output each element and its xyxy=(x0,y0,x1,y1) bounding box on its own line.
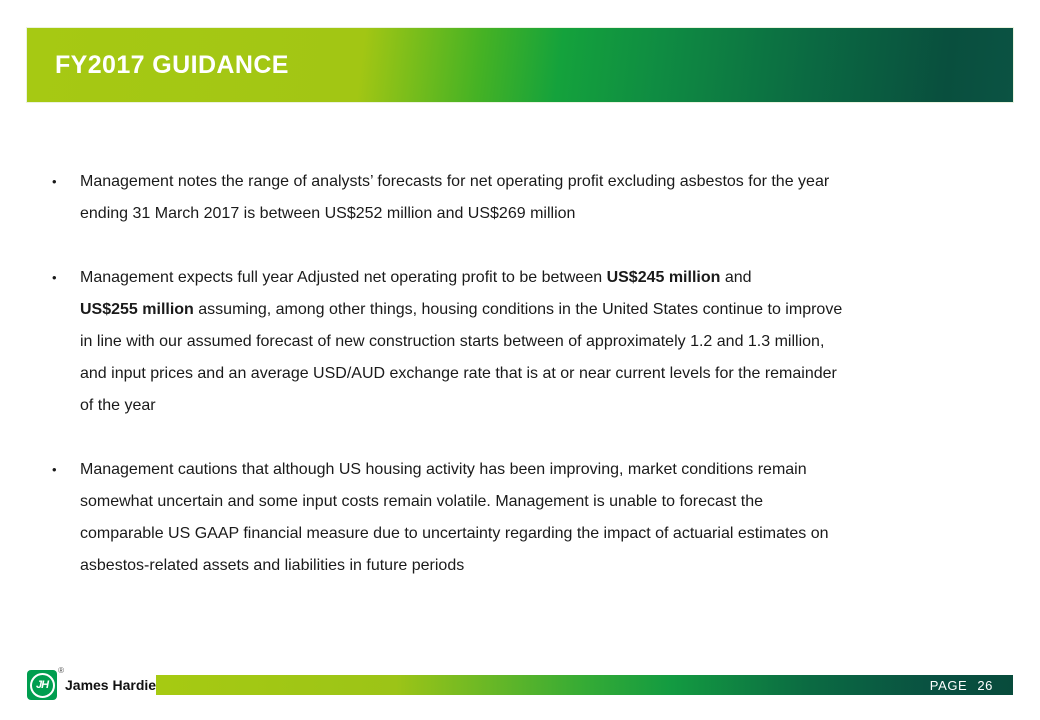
bullet-item xyxy=(0,166,1040,230)
bullet-text-line: somewhat uncertain and some input costs remain volatile. Management is unable to forecast the xyxy=(80,493,764,510)
bullet-text-line: in line with our assumed forecast of new construction starts between of approximately 1.2 and 1.3 million, xyxy=(80,333,825,350)
footer-bar xyxy=(156,675,1013,695)
bullet-text-line: comparable US GAAP financial measure due to uncertainty regarding the impact of actuarial estimates on xyxy=(80,525,829,542)
brand xyxy=(27,666,157,700)
bullet-item xyxy=(0,454,1040,582)
page-label: PAGE xyxy=(929,677,968,693)
registered-trademark: ® xyxy=(58,666,64,675)
footer xyxy=(27,666,1013,701)
bullet-item xyxy=(0,262,1040,422)
bullet-text xyxy=(80,454,1040,582)
bullet-text-line: and input prices and an average USD/AUD exchange rate that is at or near current levels for the remainder xyxy=(80,365,837,382)
bullet-text xyxy=(80,166,1040,230)
bullet-text-line: asbestos-related assets and liabilities in future periods xyxy=(80,557,465,574)
bullet-text-line: Management expects full year Adjusted net operating profit to be between US$245 million and xyxy=(80,269,752,286)
bullet-text-line: of the year xyxy=(80,397,156,414)
title-bar xyxy=(27,28,1013,102)
bullet-text-line: US$255 million assuming, among other things, housing conditions in the United States continue to improve xyxy=(80,301,843,318)
bullet-text-line: Management notes the range of analysts’ forecasts for net operating profit excluding asbestos for the year xyxy=(80,173,830,190)
brand-name: James Hardie xyxy=(65,677,157,693)
logo-monogram: JH xyxy=(35,679,49,691)
bullet-text-line: ending 31 March 2017 is between US$252 million and US$269 million xyxy=(80,205,576,222)
bullet-marker: • xyxy=(52,270,57,285)
page-indicator xyxy=(930,678,1013,693)
james-hardie-logo-icon xyxy=(27,666,64,700)
slide-title: FY2017 GUIDANCE xyxy=(55,50,289,79)
logo-monogram-ring xyxy=(30,673,55,698)
page-number: 26 xyxy=(977,677,993,693)
bullet-list xyxy=(0,166,1040,582)
bullet-marker: • xyxy=(52,462,57,477)
bullet-text xyxy=(80,262,1040,422)
bullet-text-line: Management cautions that although US housing activity has been improving, market conditions remain xyxy=(80,461,807,478)
slide-body xyxy=(0,166,1040,614)
bullet-marker: • xyxy=(52,174,57,189)
